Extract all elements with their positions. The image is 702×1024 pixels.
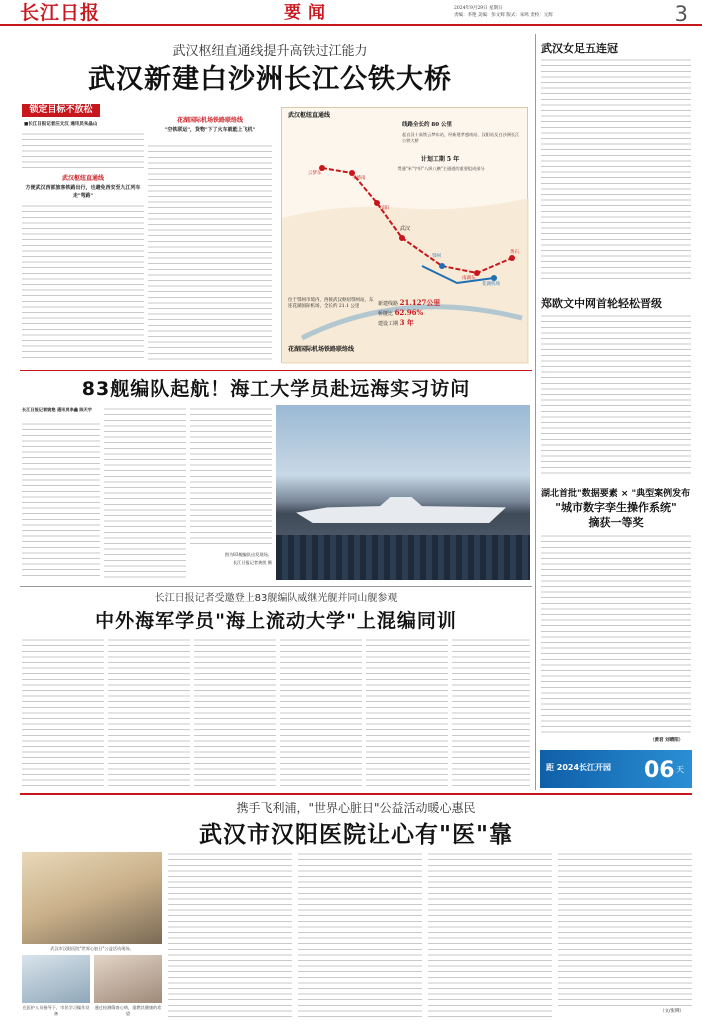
navy-headline: 83舰编队起航！海工大学员赴远海实习访问: [81, 378, 471, 400]
navy2-body-1: [22, 638, 104, 786]
navy-body-2: [104, 407, 186, 580]
right-headline-3b: "城市数字孪生操作系统": [555, 501, 677, 514]
route-map: [281, 107, 528, 363]
hospital-body-4: [558, 852, 692, 1007]
hospital-body-3: [428, 852, 552, 1017]
hospital-headline: 武汉市汉阳医院让心有"医"靠: [199, 822, 513, 848]
right-body-2: [541, 314, 691, 474]
map-lower-desc: 位于鄂州市境内，西接武汉枢纽鄂州站，东连花湖国际机场，全长约 21.1 公里: [288, 298, 374, 310]
right-headline-1: 武汉女足五连冠: [541, 42, 618, 55]
map-city: 汉阳: [380, 206, 389, 211]
lead-tag: 锁定目标不放松: [22, 104, 100, 117]
right-headline-3a: 湖北首批"数据要素 × "典型案例发布: [541, 489, 691, 499]
hospital-kicker: 携手飞利浦，"世界心脏日"公益活动暖心惠民: [236, 801, 476, 815]
hospital-photo-1: [22, 852, 162, 944]
hospital-caption-1: 武汉市汉阳医院"世界心脏日"公益活动现场。: [50, 946, 134, 951]
navy2-headline: 中外海军学员"海上流动大学"上混编同训: [95, 610, 457, 632]
hospital-body-1: [168, 852, 292, 1017]
right-headline-2: 郑欧文中网首轮轻松晋级: [541, 297, 662, 310]
issue-date: 2024年9月29日 星期日: [454, 6, 503, 11]
map-city: 花湖机场: [482, 282, 500, 287]
map-city: 鄂州: [432, 254, 441, 259]
countdown-banner: [540, 750, 692, 788]
map-city: 南湖东: [462, 276, 476, 281]
map-city: 云梦东: [308, 171, 322, 176]
navy-photo-caption: 图为83舰编队出发现场。: [224, 552, 272, 557]
map-stat: 新建线路 21.127公里: [378, 298, 441, 307]
map-lower-title: 花湖国际机场铁路联络线: [288, 346, 355, 353]
section-title: 要闻: [284, 3, 332, 23]
masthead: [0, 0, 702, 26]
map-stats: [378, 298, 523, 327]
countdown-number: 06: [644, 758, 675, 783]
right-headline-3c: 摘获一等奖: [588, 516, 644, 529]
navy2-body-5: [366, 638, 448, 786]
editor-credits: 责编：李艳 美编：彭文辉 版式：朱鸣 责校：元辉: [454, 13, 553, 19]
right-body-1: [541, 58, 691, 280]
column-divider: [535, 34, 536, 790]
countdown-title: 距 2024长江开园: [546, 763, 612, 772]
right-body-3: [541, 534, 691, 736]
navy2-body-2: [108, 638, 190, 786]
navy-photo-credit: 长江日报记者黄凯 摄: [232, 560, 272, 565]
lead-subhead-1-desc: 方便武汉西部旅客铁路出行，也避免西安至九江列车走"弯路": [25, 185, 141, 199]
map-title: 武汉枢纽直通线: [288, 112, 331, 119]
navy2-kicker: 长江日报记者受邀登上83舰编队威继光舰并同山舰参观: [154, 593, 398, 604]
map-schedule: 计划工期 5 年: [420, 156, 460, 163]
lead-subhead-1: 武汉枢纽直通线: [61, 175, 104, 182]
navy2-body-6: [452, 638, 530, 786]
lead-body-2: [22, 204, 144, 362]
hospital-body-2: [298, 852, 422, 1017]
map-city: 武汉: [400, 226, 411, 232]
map-route-desc: 起自汉十高铁云梦东站，经新建孝感南站、汉阳站及白沙洲长江公铁大桥: [402, 132, 520, 143]
lead-byline: ■长江日报记者汪文汉 通讯员朱晶山: [24, 122, 98, 127]
map-route-length: 线路全长约 80 公里: [402, 122, 452, 128]
divider: [20, 370, 532, 371]
hospital-credit: （文/张俐）: [660, 1009, 685, 1014]
navy2-body-3: [194, 638, 276, 786]
hospital-photo-3: [94, 955, 162, 1003]
navy-body-3: [190, 407, 272, 547]
map-stat: 桥隧比 62.96%: [378, 307, 424, 317]
navy-photo: [276, 405, 530, 580]
hospital-caption-2: 在医护人员指导下，市民学习操作设备: [22, 1005, 90, 1016]
lead-headline: 武汉新建白沙洲长江公铁大桥: [88, 64, 452, 95]
right-credit: （黄君 刘晴阳）: [650, 738, 684, 743]
navy2-body-4: [280, 638, 362, 786]
page-number: 3: [674, 2, 688, 26]
lead-body-3: [148, 144, 272, 362]
map-schedule-desc: 贯通"米"字形"八纵八横"主通道的重要组成部分: [397, 166, 485, 171]
lead-subhead-2-desc: "空铁联运"，货物"下了火车就能上飞机": [164, 127, 256, 133]
navy-byline: 长江日报记者姚艳 通讯员李鑫 陈天宇: [22, 407, 92, 412]
navy-body-1: [22, 422, 100, 580]
map-stat: 建设工期 3 年: [378, 317, 414, 327]
issue-meta: [454, 5, 553, 19]
sailors-crowd: [276, 535, 530, 580]
hospital-caption-3: 通过检测筛查心病，重燃其健康的希望: [94, 1005, 162, 1016]
newspaper-logo: 长江日报: [20, 2, 101, 24]
countdown-unit: 天: [676, 765, 684, 774]
hospital-photo-2: [22, 955, 90, 1003]
lead-body-1: [22, 132, 144, 172]
lead-kicker: 武汉枢纽直通线提升高铁过江能力: [172, 44, 368, 59]
lead-subhead-2: 花湖国际机场铁路联络线: [176, 117, 243, 124]
divider: [20, 793, 692, 795]
map-city: 黄石: [510, 250, 519, 255]
map-city: 孝感南: [352, 176, 366, 181]
ship-shape: [296, 497, 506, 523]
divider: [20, 586, 532, 587]
